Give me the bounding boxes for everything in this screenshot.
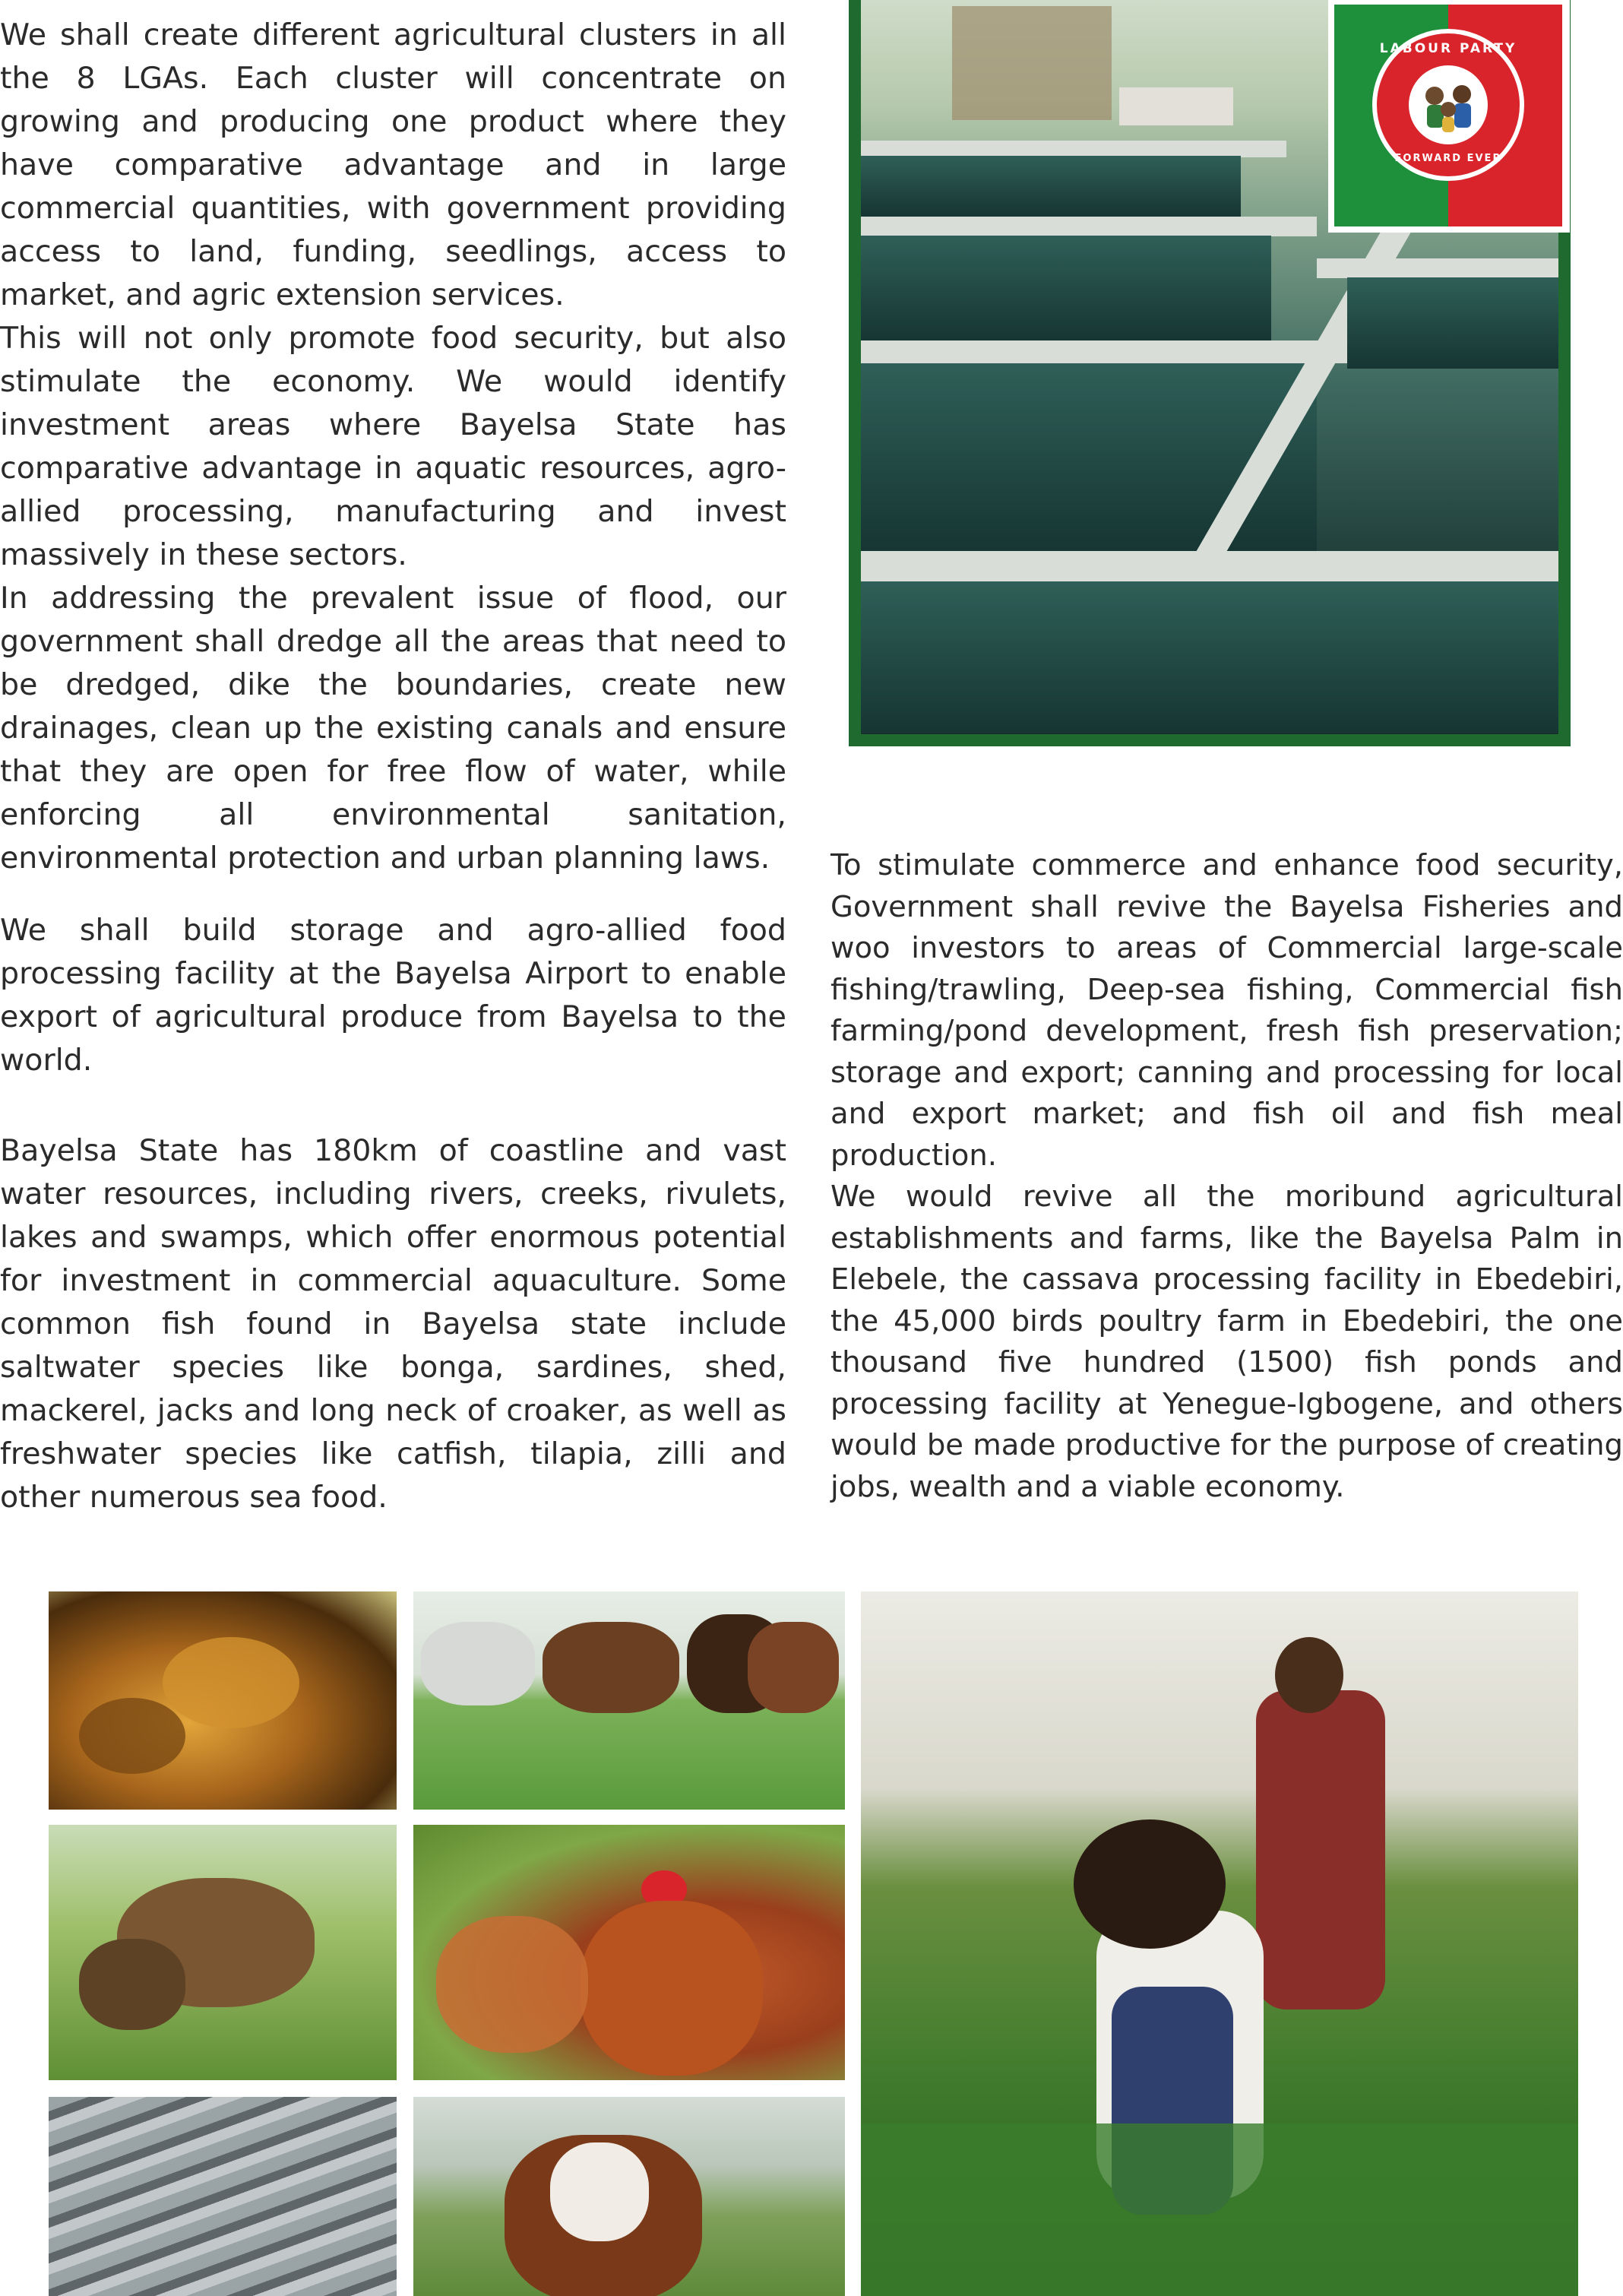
- paragraph-agricultural-clusters: We shall create different agricultural clusters in all the 8 LGAs. Each cluster will concentrate on growing and producing one product where they have comparative advantage and in large commercial quantities, with government providing access to land, funding, seedlings, access to market, and agric extension services.: [0, 17, 786, 312]
- goats-photo: [49, 1825, 397, 2080]
- cow-photo: [413, 2097, 845, 2296]
- paragraph-coastline: Bayelsa State has 180km of coastline and vast water resources, including rivers, creeks, rivulets, lakes and swamps, which offer enormous potential for investment in commercial aquaculture. Some common fish found in Bayelsa state include saltwater species like bonga, sardines, shed, mackerel, jacks and long neck of croaker, as well as freshwater species like catfish, tilapia, zilli and other numerous sea food.: [0, 1133, 786, 1515]
- labour-party-logo: [1328, 0, 1570, 233]
- fish-photo: [49, 2097, 397, 2296]
- paragraph-airport-storage: We shall build storage and agro-allied food processing facility at the Bayelsa Airport to enable export of agricultural produce from Bayelsa to the world.: [0, 913, 786, 1078]
- paragraph-flood: In addressing the prevalent issue of flood, our government shall dredge all the areas that need to be dredged, dike the boundaries, create new drainages, clean up the existing canals and ensure that they are open for free flow of water, while enforcing all environmental sanitation, environmental protection and urban planning laws.: [0, 581, 786, 876]
- right-text-column: [830, 845, 1623, 1508]
- paragraph-moribund-establishments: We would revive all the moribund agricultural establishments and farms, like the Bayelsa Palm in Elebele, the cassava processing facility in Ebedebiri, the 45,000 birds poultry farm in Ebedebiri, the one thousand five hundred (1500) fish ponds and processing facility at Yenegue-Igbogene, and others would be made productive for the purpose of creating jobs, wealth and a viable economy.: [830, 1180, 1623, 1504]
- horses-photo: [413, 1591, 845, 1810]
- left-text-column: [0, 14, 786, 1519]
- bees-photo: [49, 1591, 397, 1810]
- logo-bottom-text: FORWARD EVER: [1394, 153, 1502, 164]
- hen-photo: [413, 1825, 845, 2080]
- logo-top-text: LABOUR PARTY: [1379, 41, 1517, 56]
- paragraph-food-security: This will not only promote food security, but also stimulate the economy. We would identify investment areas where Bayelsa State has comparative advantage in aquatic resources, agro-allied processing, manufacturing and invest massively in these sectors.: [0, 321, 786, 572]
- farmers-photo: [861, 1591, 1578, 2296]
- logo-people-icon: [1409, 65, 1488, 144]
- paragraph-fisheries: To stimulate commerce and enhance food security, Government shall revive the Bayelsa Fisheries and woo investors to areas of Commercial large-scale fishing/trawling, Deep-sea fishing, Commercial fish farming/pond development, fresh fish preservation; storage and export; canning and processing for local and export market; and fish oil and fish meal production.: [830, 848, 1623, 1173]
